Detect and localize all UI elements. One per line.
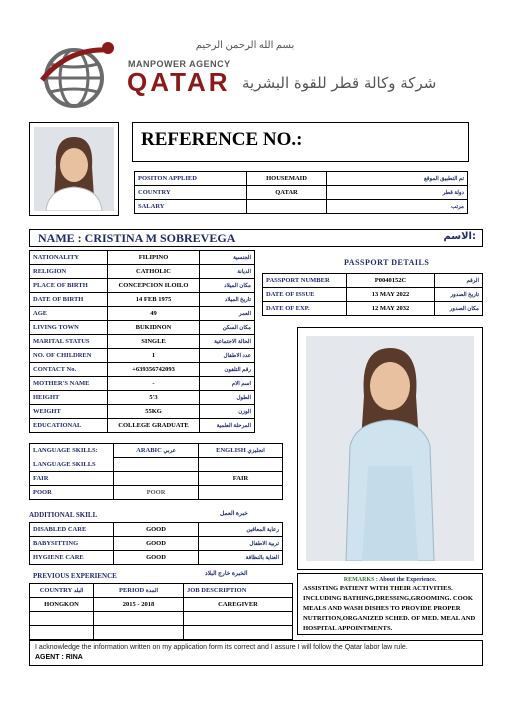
period-header-label: PERIOD — [118, 587, 145, 594]
language-skills-label: LANGUAGE SKILLS — [30, 458, 114, 472]
personal-label: NATIONALITY — [30, 251, 108, 265]
agency-logo — [38, 40, 120, 110]
personal-value: 1 — [108, 349, 200, 363]
personal-label-ar: العمر — [200, 307, 255, 321]
personal-label-ar: الحالة الاجتماعية — [200, 335, 255, 349]
personal-label: DATE OF BIRTH — [30, 293, 108, 307]
full-body-photo — [306, 336, 474, 561]
skill-row — [30, 551, 283, 565]
position-label-ar: تم التطبيق الموقع — [327, 172, 468, 186]
name-bar — [29, 229, 483, 247]
personal-label-ar: اسم الام — [200, 377, 255, 391]
language-cell — [199, 458, 283, 472]
passport-label: PASSPORT NUMBER — [263, 274, 347, 288]
personal-value: - — [108, 377, 200, 391]
english-level — [199, 486, 283, 500]
passport-value: P0040152C — [347, 274, 435, 288]
experience-header-row — [30, 584, 293, 598]
personal-row — [30, 307, 255, 321]
country-row — [135, 186, 468, 200]
english-column-header — [199, 444, 283, 458]
skill-value: GOOD — [114, 551, 199, 565]
personal-value: 49 — [108, 307, 200, 321]
english-level: FAIR — [199, 472, 283, 486]
experience-cell — [30, 626, 94, 640]
personal-value: 14 FEB 1975 — [108, 293, 200, 307]
language-header-row — [30, 444, 283, 458]
personal-label: RELIGION — [30, 265, 108, 279]
agency-name-ar: شركة وكالة قطر للقوة البشرية — [242, 74, 437, 92]
skill-row — [30, 537, 283, 551]
personal-row — [30, 293, 255, 307]
personal-row — [30, 419, 255, 433]
personal-value: SINGLE — [108, 335, 200, 349]
experience-country-header — [30, 584, 94, 598]
language-level-label: POOR — [30, 486, 114, 500]
acknowledgement-text: I acknowledge the information written on my application form its correct and I assure I will follow the Qatar labor law rule. — [35, 644, 408, 651]
experience-row — [30, 626, 293, 640]
country-label-ar: دولة قطر — [327, 186, 468, 200]
acknowledgement-box — [29, 640, 483, 666]
passport-value: 13 MAY 2022 — [347, 288, 435, 302]
skill-label: DISABLED CARE — [30, 523, 114, 537]
personal-label-ar: مكان الميلاد — [200, 279, 255, 293]
passport-label: DATE OF ISSUE — [263, 288, 347, 302]
personal-label: PLACE OF BIRTH — [30, 279, 108, 293]
passport-label: DATE OF EXP. — [263, 302, 347, 316]
personal-label: NO. OF CHILDREN — [30, 349, 108, 363]
reference-title: REFERENCE NO.: — [141, 129, 303, 150]
skill-label-ar: رعاية المعاقين — [199, 523, 283, 537]
country-label: COUNTRY — [135, 186, 247, 200]
personal-label: AGE — [30, 307, 108, 321]
personal-label: EDUCATIONAL — [30, 419, 108, 433]
passport-value: 12 MAY 2032 — [347, 302, 435, 316]
skill-value: GOOD — [114, 523, 199, 537]
experience-title: PREVIOUS EXPERIENCE — [33, 572, 117, 580]
personal-label-ar: عدد الاطفال — [200, 349, 255, 363]
personal-row — [30, 321, 255, 335]
personal-label-ar: الجنسية — [200, 251, 255, 265]
personal-value: CATHOLIC — [108, 265, 200, 279]
personal-label: WEIGHT — [30, 405, 108, 419]
applicant-name: NAME : CRISTINA M SOBREVEGA — [38, 231, 236, 245]
remarks-text: ASSISTING PATIENT WITH THEIR ACTIVITIES. INCLUDING BATHING,DRESSING,GROOMING. COOK MEALS AND WASH DISHES TO PROVIDE PROPER NUTRITION,ORGANIZED SCHED. OF MED. MEAL AND HOSPITAL APPOINTMENTS. — [303, 585, 476, 632]
personal-row — [30, 363, 255, 377]
country-header-ar: البلد — [73, 588, 84, 594]
personal-value: 5'3 — [108, 391, 200, 405]
position-value: HOUSEMAID — [247, 172, 327, 186]
remarks-title: : About the Experience. — [375, 577, 437, 583]
passport-label-ar: تاريخ الصدور — [435, 288, 483, 302]
personal-row — [30, 405, 255, 419]
language-cell — [114, 458, 199, 472]
experience-cell — [94, 626, 184, 640]
personal-label: MOTHER'S NAME — [30, 377, 108, 391]
passport-row — [263, 288, 483, 302]
applicant-name-ar: الاسم: — [443, 231, 476, 242]
profile-photo-frame — [29, 122, 119, 216]
salary-label: SALARY — [135, 200, 247, 214]
passport-label-ar: مكان الصدور — [435, 302, 483, 316]
personal-value: FILIPINO — [108, 251, 200, 265]
arabic-column-header — [114, 444, 199, 458]
personal-value: CONCEPCION ILOILO — [108, 279, 200, 293]
arabic-label: ARABIC — [136, 447, 162, 454]
period-header-ar: المدة — [145, 588, 159, 594]
agent-name: AGENT : RINA — [35, 654, 83, 661]
personal-label-ar: رقم التلفون — [200, 363, 255, 377]
personal-row — [30, 279, 255, 293]
experience-cell — [94, 612, 184, 626]
personal-row — [30, 265, 255, 279]
skill-label-ar: العناية بالنظافة — [199, 551, 283, 565]
experience-country: HONGKON — [30, 598, 94, 612]
personal-label-ar: الوزن — [200, 405, 255, 419]
personal-table — [29, 250, 255, 433]
position-label: POSITON APPLIED — [135, 172, 247, 186]
experience-cell — [184, 612, 293, 626]
country-value: QATAR — [247, 186, 327, 200]
full-photo-frame — [297, 327, 483, 570]
basmala-calligraphy: بسم الله الرحمن الرحيم — [195, 40, 295, 51]
personal-row — [30, 377, 255, 391]
personal-label-ar: الطول — [200, 391, 255, 405]
skill-row — [30, 523, 283, 537]
english-label: ENGLISH — [216, 447, 246, 454]
experience-job-header: JOB DESCRIPTION — [184, 584, 293, 598]
skill-value: GOOD — [114, 537, 199, 551]
personal-value: BUKIDNON — [108, 321, 200, 335]
experience-period: 2015 - 2018 — [94, 598, 184, 612]
passport-row — [263, 302, 483, 316]
language-skills-row — [30, 458, 283, 472]
personal-row — [30, 335, 255, 349]
skill-label: HYGIENE CARE — [30, 551, 114, 565]
skills-title-ar: خبرة العمل — [220, 511, 248, 517]
arabic-level: POOR — [114, 486, 199, 500]
experience-period-header — [94, 584, 184, 598]
language-header-label: LANGUAGE SKILLS: — [30, 444, 114, 458]
passport-title: PASSPORT DETAILS — [344, 258, 430, 267]
skills-title: ADDITIONAL SKILL — [29, 511, 98, 519]
experience-row — [30, 598, 293, 612]
personal-row — [30, 391, 255, 405]
personal-label-ar: المرحلة العلمية — [200, 419, 255, 433]
experience-cell — [30, 612, 94, 626]
agency-name-en: MANPOWER AGENCY — [128, 59, 231, 69]
country-header-label: COUNTRY — [39, 587, 73, 594]
language-row — [30, 472, 283, 486]
position-table — [134, 171, 468, 214]
qatar-wordmark: QATAR — [127, 67, 231, 97]
language-table — [29, 443, 283, 500]
passport-table — [262, 273, 483, 316]
skill-label-ar: تربية الاطفال — [199, 537, 283, 551]
personal-label: HEIGHT — [30, 391, 108, 405]
passport-label-ar: الرقم — [435, 274, 483, 288]
personal-value: +639356742093 — [108, 363, 200, 377]
personal-label-ar: مكان السكن — [200, 321, 255, 335]
salary-value — [247, 200, 327, 214]
salary-row — [135, 200, 468, 214]
skills-table — [29, 522, 283, 565]
profile-photo — [34, 127, 114, 211]
salary-label-ar: مرتب — [327, 200, 468, 214]
language-level-label: FAIR — [30, 472, 114, 486]
language-row — [30, 486, 283, 500]
experience-row — [30, 612, 293, 626]
remarks-box — [297, 573, 483, 635]
experience-table — [29, 583, 293, 640]
english-label-ar: انجليزي — [247, 448, 265, 454]
personal-value: 55KG — [108, 405, 200, 419]
personal-label: CONTACT No. — [30, 363, 108, 377]
experience-cell — [184, 626, 293, 640]
passport-row — [263, 274, 483, 288]
personal-row — [30, 251, 255, 265]
personal-label-ar: الديانة — [200, 265, 255, 279]
position-row — [135, 172, 468, 186]
personal-label: LIVING TOWN — [30, 321, 108, 335]
personal-label-ar: تاريخ الميلاد — [200, 293, 255, 307]
arabic-level — [114, 472, 199, 486]
experience-title-ar: الخبرة خارج البلاد — [205, 571, 248, 577]
skill-label: BABYSITTING — [30, 537, 114, 551]
reference-box — [132, 122, 469, 162]
personal-label: MARITAL STATUS — [30, 335, 108, 349]
remarks-label: REMARKS — [343, 577, 375, 583]
arabic-label-ar: عربي — [163, 448, 176, 454]
personal-row — [30, 349, 255, 363]
personal-value: COLLEGE GRADUATE — [108, 419, 200, 433]
experience-job: CAREGIVER — [184, 598, 293, 612]
remarks-heading — [303, 577, 477, 583]
